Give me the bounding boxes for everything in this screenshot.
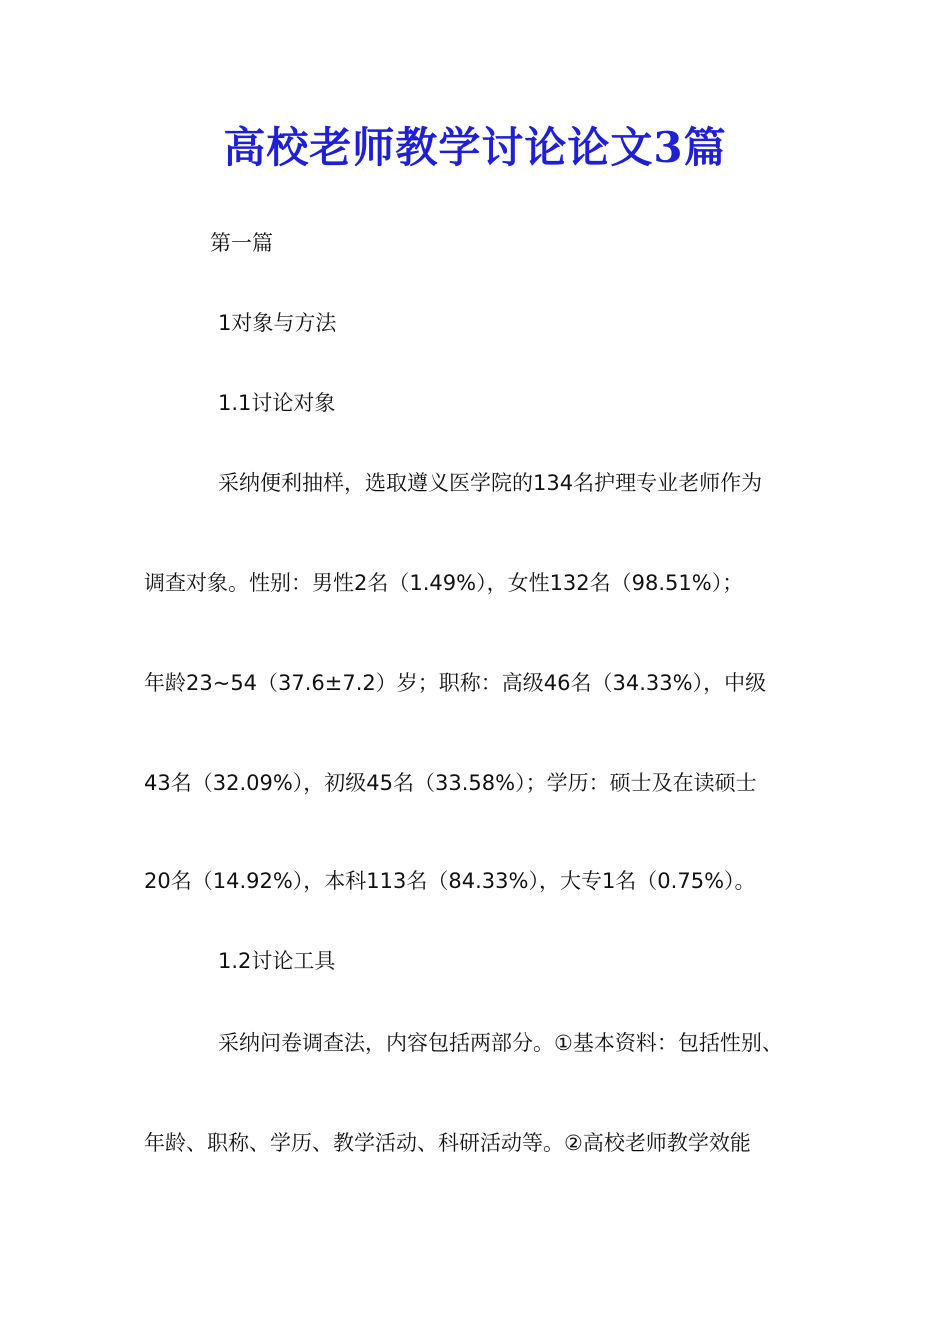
subsection-heading-research-tools: 1.2讨论工具 [218, 949, 336, 973]
paragraph-line: 20名（14.92%），本科113名（84.33%），大专1名（0.75%）。 [144, 869, 756, 893]
paragraph-line: 年龄、职称、学历、教学活动、科研活动等。②高校老师教学效能 [144, 1131, 751, 1155]
subsection-heading-research-subjects: 1.1讨论对象 [218, 391, 336, 415]
document-title: 高校老师教学讨论论文3篇 [223, 123, 727, 172]
paragraph-line: 年龄23~54（37.6±7.2）岁；职称：高级46名（34.33%），中级 [144, 671, 767, 695]
section-heading-part-one: 第一篇 [210, 231, 273, 255]
paragraph-line: 43名（32.09%），初级45名（33.58%）；学历：硕士及在读硕士 [144, 771, 757, 795]
paragraph-line: 采纳问卷调查法，内容包括两部分。①基本资料：包括性别、 [218, 1031, 783, 1055]
paragraph-line: 调查对象。性别：男性2名（1.49%），女性132名（98.51%）； [144, 571, 744, 595]
paragraph-line: 采纳便利抽样，选取遵义医学院的134名护理专业老师作为 [218, 471, 763, 495]
section-heading-objects-methods: 1对象与方法 [218, 311, 337, 335]
